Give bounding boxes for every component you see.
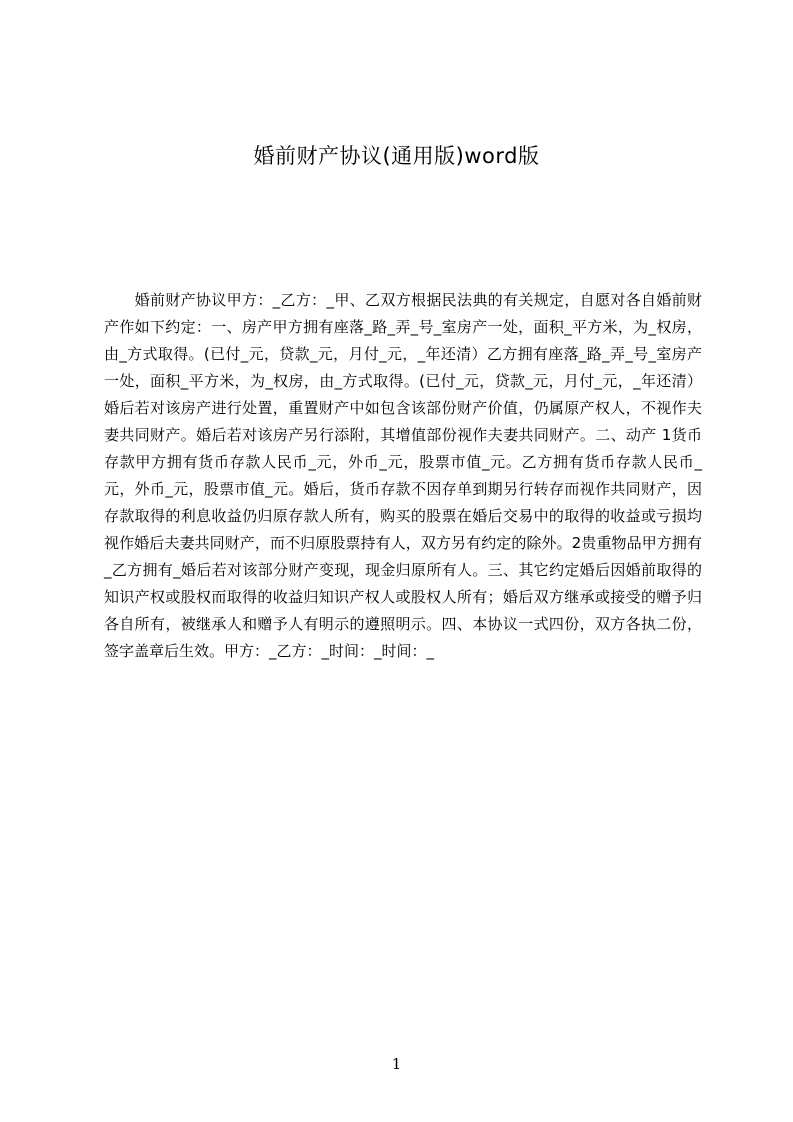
document-title: 婚前财产协议(通用版)word版 [253,144,540,168]
page-number: 1 [391,1055,402,1073]
document-body: 婚前财产协议甲方：_乙方：_甲、乙双方根据民法典的有关规定，自愿对各自婚前财产作如下约定：一、房产甲方拥有座落_路_弄_号_室房产一处，面积_平方米，为_权房，由_方式取得。(已付_元，贷款_元，月付_元，_年还清）乙方拥有座落_路_弄_号_室房产一处，面积_平方米，为_权房，由_方式取得。(已付_元，贷款_元，月付_元，_年还清）婚后若对该房产进行处置，重置财产中如包含该部份财产价值，仍属原产权人，不视作夫妻共同财产。婚后若对该房产另行添附，其增值部份视作夫妻共同财产。二、动产 1货币存款甲方拥有货币存款人民币_元，外币_元，股票市值_元。乙方拥有货币存款人民币_元，外币_元，股票市值_元。婚后，货币存款不因存单到期另行转存而视作共同财产，因存款取得的利息收益仍归原存款人所有，购买的股票在婚后交易中的取得的收益或亏损均视作婚后夫妻共同财产，而不归原股票持有人，双方另有约定的除外。2贵重物品甲方拥有_乙方拥有_婚后若对该部分财产变现，现金归原所有人。三、其它约定婚后因婚前取得的知识产权或股权而取得的收益归知识产权人或股权人所有；婚后双方继承或接受的赠予归各自所有，被继承人和赠予人有明示的遵照明示。四、本协议一式四份，双方各执二份，签字盖章后生效。甲方：_乙方：_时间：_时间：_ [104,291,702,660]
